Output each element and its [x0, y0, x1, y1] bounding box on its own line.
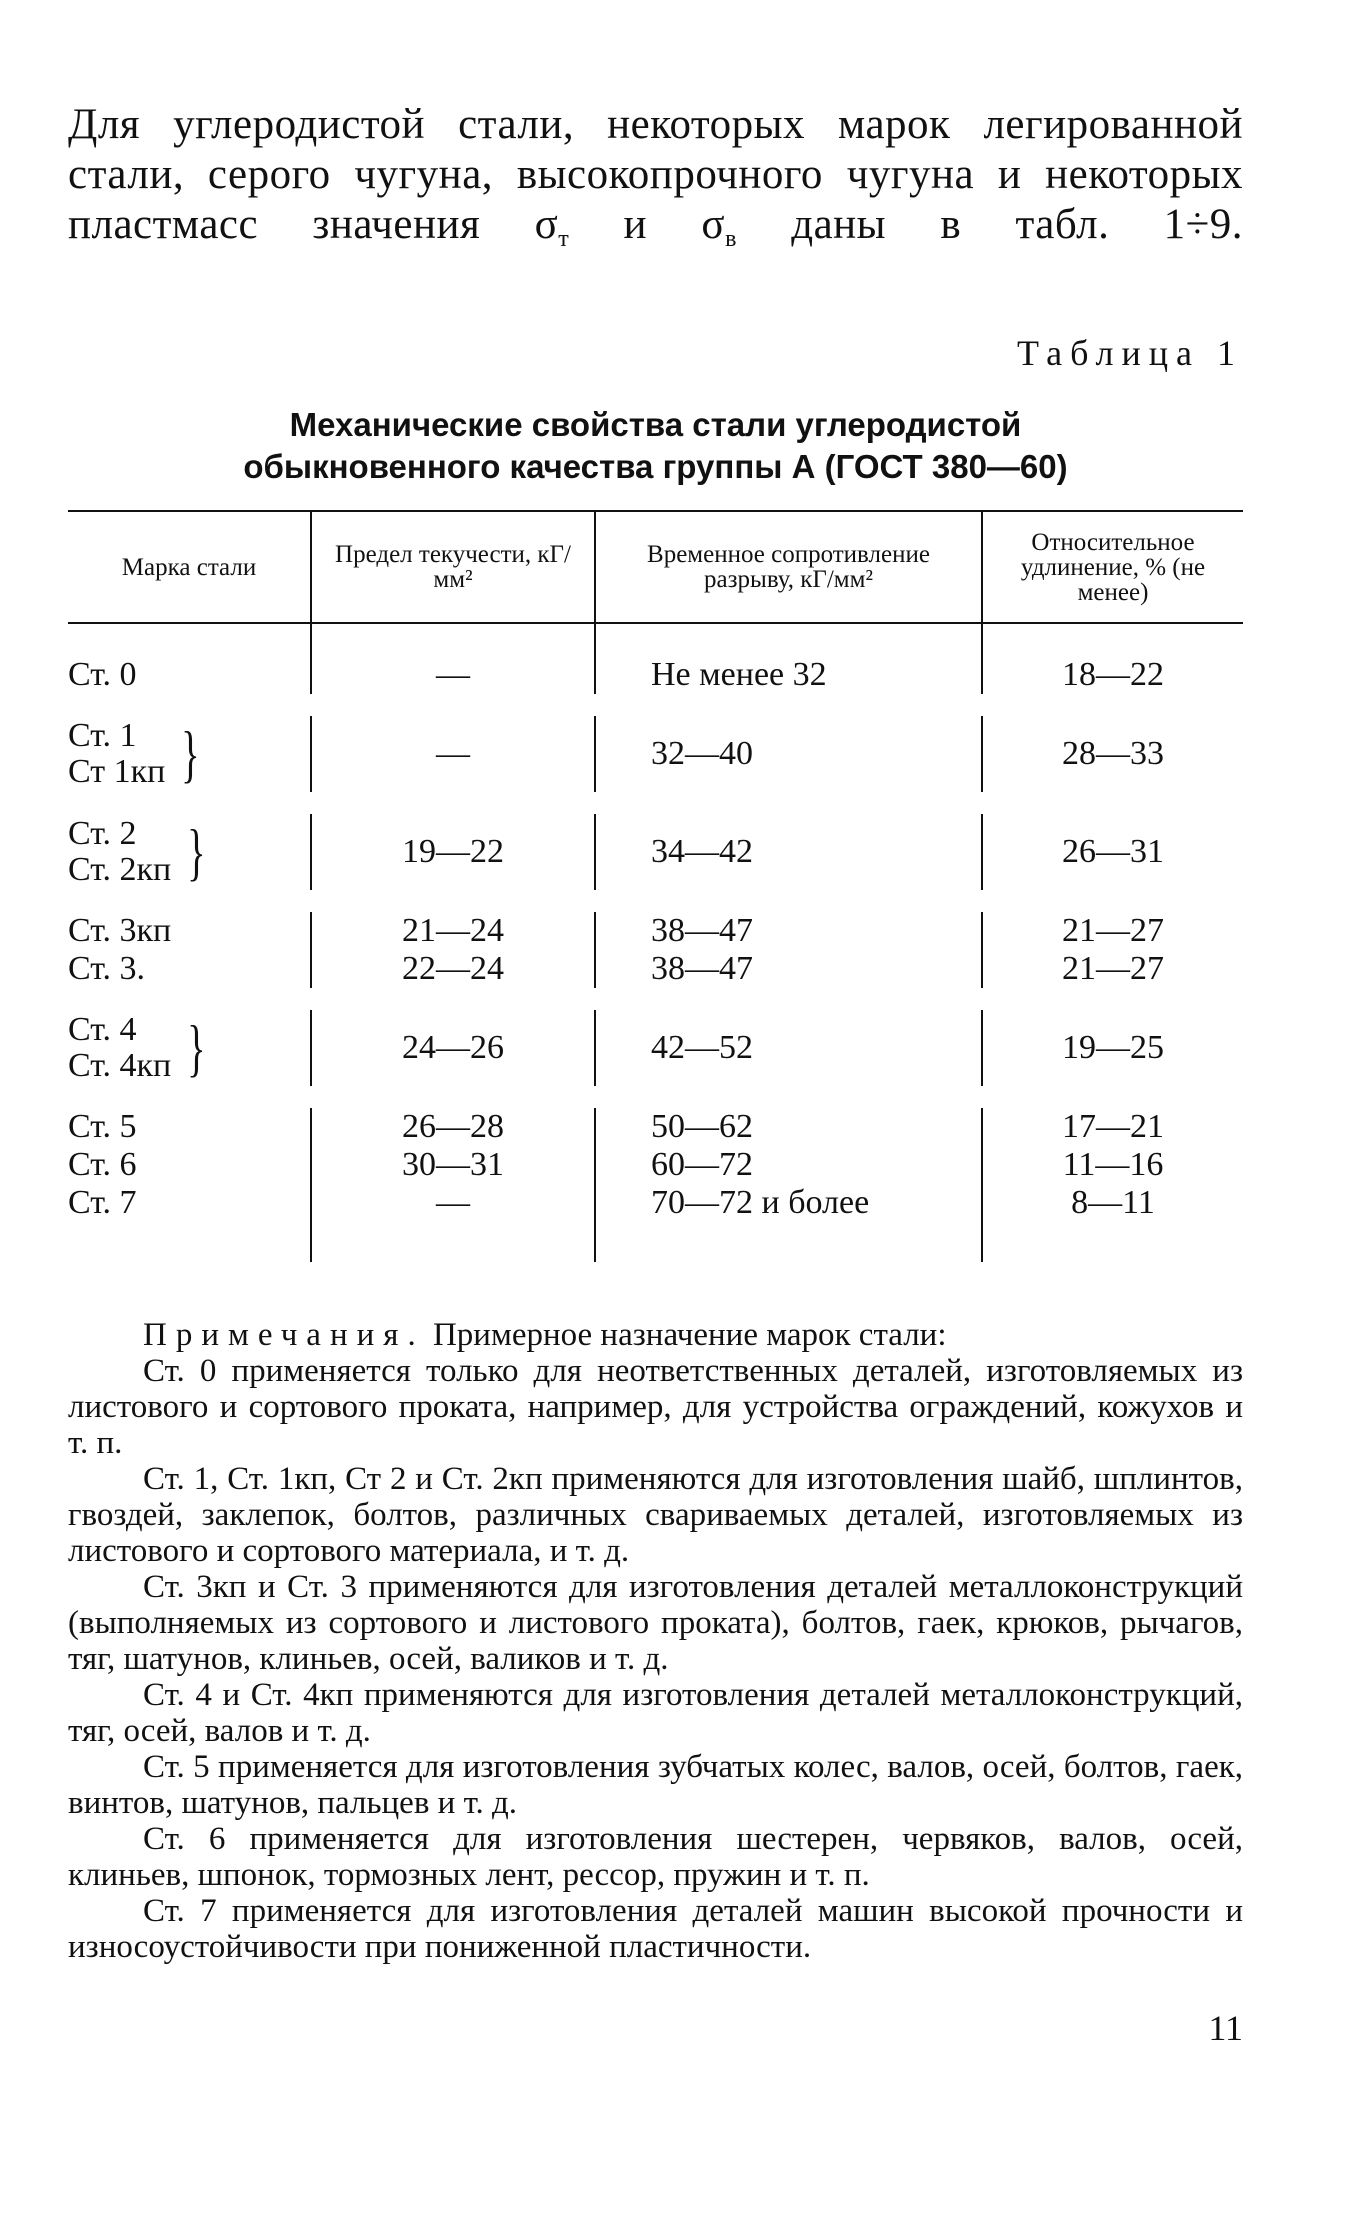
- note-item: Ст. 4 и Ст. 4кп применяются для изготовления деталей металлоконструкций, тяг, осей, валов и т. д.: [68, 1677, 1243, 1749]
- cell-yield: 24—26: [311, 999, 595, 1097]
- grade-group: [68, 718, 310, 790]
- cell-grade: [68, 623, 311, 705]
- grade-group: [68, 951, 310, 987]
- cell-yield: 30—31: [311, 1146, 595, 1184]
- table-title: [68, 404, 1243, 488]
- grade-group: [68, 1147, 310, 1183]
- grade-name: Ст. 6: [68, 1146, 137, 1183]
- intro-conj: и: [569, 201, 702, 248]
- sigma-b: [701, 201, 737, 252]
- grade-names: [68, 951, 145, 987]
- header-grade: Марка стали: [68, 511, 311, 623]
- cell-yield: 19—22: [311, 803, 595, 901]
- sigma-symbol: σ: [701, 201, 726, 248]
- grade-names: [68, 657, 137, 693]
- table-title-line2: обыкновенного качества группы А (ГОСТ 380—60): [243, 448, 1068, 485]
- grade-names: [68, 913, 171, 949]
- grade-name: Ст. 2: [68, 815, 137, 852]
- notes-heading: [68, 1317, 1243, 1353]
- header-yield: Предел текучести, кГ/мм²: [311, 511, 595, 623]
- grade-names: [68, 718, 165, 790]
- grade-group: [68, 1012, 310, 1084]
- cell-yield: —: [311, 705, 595, 803]
- grade-group: [68, 913, 310, 949]
- grade-names: [68, 1147, 137, 1183]
- table-label: Таблица 1: [1017, 333, 1243, 373]
- table-row: [68, 999, 1243, 1097]
- page: [68, 100, 1243, 1965]
- cell-grade: [68, 999, 311, 1097]
- cell-tensile: Не менее 32: [595, 623, 982, 705]
- cell-tensile: 38—47: [595, 901, 982, 950]
- grade-group: [68, 816, 310, 888]
- intro-text-end: даны в табл. 1÷9.: [736, 201, 1244, 248]
- cell-elongation: 17—21: [982, 1097, 1243, 1146]
- cell-elongation: 21—27: [982, 901, 1243, 950]
- notes-heading-label: Примечания.: [143, 1317, 425, 1353]
- cell-grade: [68, 1097, 311, 1146]
- header-elongation: Относительное удлинение, % (не менее): [982, 511, 1243, 623]
- cell-grade: [68, 901, 311, 950]
- grade-group: [68, 1109, 310, 1145]
- grade-names: [68, 1185, 137, 1221]
- cell-yield: 22—24: [311, 950, 595, 999]
- grade-group: [68, 1185, 310, 1221]
- grade-name: Ст. 3.: [68, 950, 146, 987]
- cell-yield: 26—28: [311, 1097, 595, 1146]
- cell-yield: —: [311, 623, 595, 705]
- grade-name: Ст. 3кп: [68, 912, 172, 949]
- sigma-symbol: σ: [534, 201, 559, 248]
- grade-names: [68, 1012, 171, 1084]
- grade-name: Ст. 4: [68, 1011, 137, 1048]
- table-row: [68, 705, 1243, 803]
- page-number: 11: [1208, 2008, 1243, 2048]
- note-item: Ст. 0 применяется только для неответственных деталей, изготовляемых из листового и сортового проката, например, для устройства ограждений, кожухов и т. п.: [68, 1353, 1243, 1461]
- table-title-line1: Механические свойства стали углеродистой: [289, 406, 1022, 443]
- grade-name: Ст. 1: [68, 717, 137, 754]
- grade-names: [68, 1109, 137, 1145]
- sigma-t: [534, 201, 570, 252]
- intro-text: Для углеродистой стали, некоторых марок легированной стали, серого чугуна, высокопрочного чугуна и некоторых пластмасс значения: [68, 101, 1243, 248]
- header-tensile: Временное сопротивление разрыву, кГ/мм²: [595, 511, 982, 623]
- cell-grade: [68, 705, 311, 803]
- intro-paragraph: [68, 100, 1243, 264]
- brace-icon: }: [181, 718, 200, 789]
- table-row: [68, 901, 1243, 950]
- cell-tensile: 32—40: [595, 705, 982, 803]
- cell-tensile: 34—42: [595, 803, 982, 901]
- cell-elongation: 19—25: [982, 999, 1243, 1097]
- table-row: [68, 950, 1243, 999]
- cell-tensile: 60—72: [595, 1146, 982, 1184]
- subscript-b: в: [725, 226, 737, 252]
- grade-group: [68, 657, 310, 693]
- cell-grade: [68, 1184, 311, 1262]
- cell-elongation: 18—22: [982, 623, 1243, 705]
- cell-tensile: 38—47: [595, 950, 982, 999]
- grade-name: Ст. 2кп: [68, 851, 172, 888]
- table-body: [68, 623, 1243, 1262]
- grade-names: [68, 816, 171, 888]
- notes-list: [68, 1353, 1243, 1965]
- table-row: [68, 623, 1243, 705]
- note-item: Ст. 6 применяется для изготовления шестерен, червяков, валов, осей, клиньев, шпонок, тормозных лент, рессор, пружин и т. п.: [68, 1821, 1243, 1893]
- cell-elongation: 8—11: [982, 1184, 1243, 1262]
- cell-grade: [68, 803, 311, 901]
- grade-name: Ст. 5: [68, 1108, 137, 1145]
- cell-elongation: 28—33: [982, 705, 1243, 803]
- cell-elongation: 26—31: [982, 803, 1243, 901]
- notes-heading-text: Примерное назначение марок стали:: [424, 1317, 947, 1353]
- cell-grade: [68, 950, 311, 999]
- cell-elongation: 21—27: [982, 950, 1243, 999]
- cell-grade: [68, 1146, 311, 1184]
- table-row: [68, 1184, 1243, 1262]
- cell-tensile: 70—72 и более: [595, 1184, 982, 1262]
- brace-icon: }: [187, 816, 206, 887]
- steel-properties-table: [68, 510, 1243, 1262]
- cell-elongation: 11—16: [982, 1146, 1243, 1184]
- table-row: [68, 803, 1243, 901]
- table-header-row: [68, 511, 1243, 623]
- note-item: Ст. 5 применяется для изготовления зубчатых колес, валов, осей, болтов, гаек, винтов, шатунов, пальцев и т. д.: [68, 1749, 1243, 1821]
- grade-name: Ст. 0: [68, 656, 137, 693]
- table-row: [68, 1097, 1243, 1146]
- note-item: Ст. 1, Ст. 1кп, Ст 2 и Ст. 2кп применяются для изготовления шайб, шплинтов, гвоздей, заклепок, болтов, различных свариваемых деталей, изготовляемых из листового и сортового материала, и т. д.: [68, 1461, 1243, 1569]
- cell-yield: 21—24: [311, 901, 595, 950]
- note-item: Ст. 7 применяется для изготовления деталей машин высокой прочности и износоустойчивости при пониженной пластичности.: [68, 1893, 1243, 1965]
- cell-yield: —: [311, 1184, 595, 1262]
- grade-name: Ст. 7: [68, 1184, 137, 1221]
- grade-name: Ст. 4кп: [68, 1047, 172, 1084]
- cell-tensile: 42—52: [595, 999, 982, 1097]
- table-row: [68, 1146, 1243, 1184]
- cell-tensile: 50—62: [595, 1097, 982, 1146]
- brace-icon: }: [187, 1012, 206, 1083]
- notes: [68, 1317, 1243, 1965]
- note-item: Ст. 3кп и Ст. 3 применяются для изготовления деталей металлоконструкций (выполняемых из сортового и листового проката), болтов, гаек, крюков, рычагов, тяг, шатунов, клиньев, осей, валиков и т. д.: [68, 1569, 1243, 1677]
- subscript-t: т: [558, 226, 570, 252]
- grade-name: Ст 1кп: [68, 753, 166, 790]
